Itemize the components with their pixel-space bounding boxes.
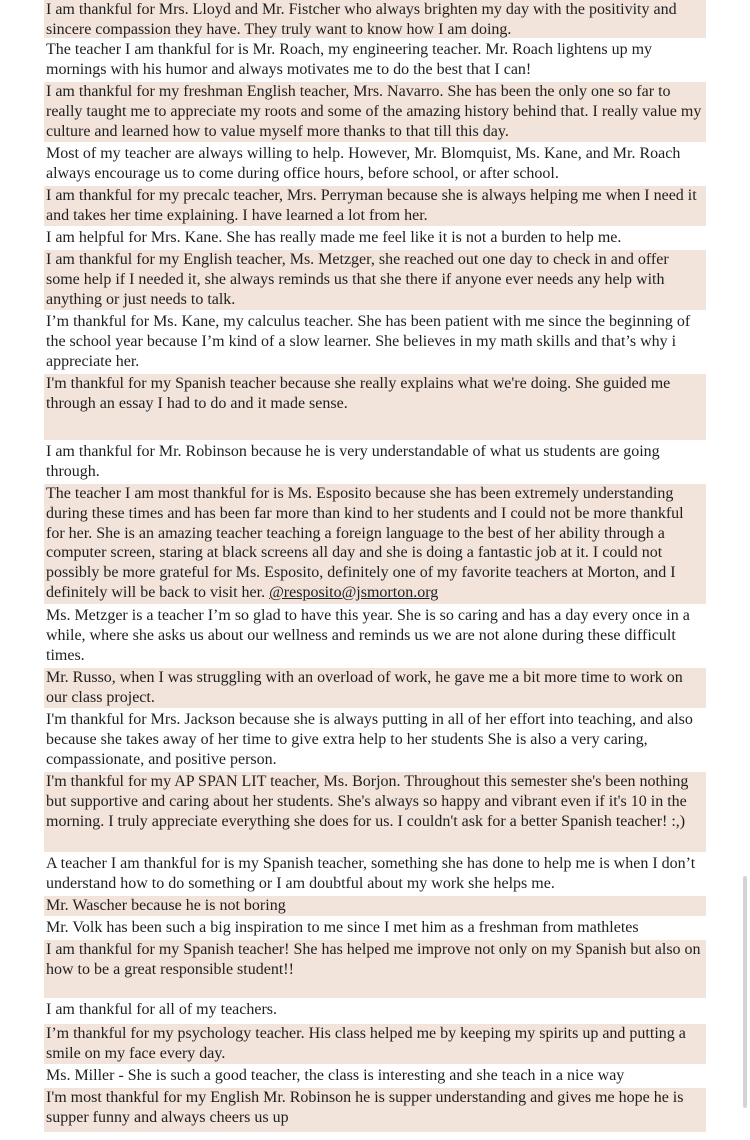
response-row [44, 668, 706, 710]
response-text: I'm most thankful for my English Mr. Robinson he is supper understanding and gives me hope he is supper funny and always cheers us up [46, 1089, 684, 1126]
response-text: I am thankful for my precalc teacher, Mrs. Perryman because she is always helping me when I need it and takes her time explaining. I have learned a lot from her. [46, 187, 697, 224]
response-text: The teacher I am thankful for is Mr. Roach, my engineering teacher. Mr. Roach lightens up my mornings with his humor and always motivates me to do the best that I can! [46, 41, 653, 78]
scrollbar-thumb[interactable] [743, 876, 747, 1108]
response-text: The teacher I am most thankful for is Ms. Esposito because she has been extremely understanding during these times and has been far more than kind to her students and I could not be more thankful for her. She is an amazing teacher teaching a foreign language to the best of her ability through a computer screen, staring at black screens all day and she is doing a fantastic job at it. I could not possibly be more grateful for Ms. Esposito, definitely one of my favorite teachers at Morton, and I definitely will be back to visit her. [46, 485, 684, 601]
response-text: Ms. Metzger is a teacher I’m so glad to have this year. She is so caring and has a day every once in a while, where she asks us about our wellness and reminds us we are not alone during these difficult times. [46, 607, 690, 664]
response-row [44, 442, 706, 484]
response-row [44, 1088, 706, 1134]
response-row [44, 186, 706, 228]
response-text: I am thankful for my English teacher, Ms. Metzger, she reached out one day to check in and offer some help if I needed it, she always reminds us that she there if anyone ever needs any help with anything or just needs to talk. [46, 251, 669, 308]
response-text: I am thankful for all of my teachers. [46, 1001, 278, 1018]
response-row [44, 710, 706, 772]
response-text: I am helpful for Mrs. Kane. She has really made me feel like it is not a burden to help me. [46, 229, 622, 246]
response-row [44, 1024, 706, 1066]
response-text: A teacher I am thankful for is my Spanish teacher, something she has done to help me is when I don’t understand how to do something or I am doubtful about my work she helps me. [46, 855, 696, 892]
response-row [44, 918, 706, 940]
response-row [44, 144, 706, 186]
response-row [44, 374, 706, 442]
response-text: I'm thankful for Mrs. Jackson because she is always putting in all of her effort into teaching, and also because she takes away of her time to give extra help to her students She is also a very caring, compassionate, and positive person. [46, 711, 693, 768]
response-row [44, 1000, 706, 1024]
email-link[interactable]: @resposito@jsmorton.org [269, 583, 439, 601]
response-text: Ms. Miller - She is such a good teacher, the class is interesting and she teach in a nice way [46, 1067, 625, 1084]
response-row [44, 772, 706, 854]
response-row [44, 312, 706, 374]
response-row [44, 1066, 706, 1088]
response-text: I’m thankful for Ms. Kane, my calculus teacher. She has been patient with me since the beginning of the school year because I’m kind of a slow learner. She believes in my math skills and that’s why i appreciate her. [46, 313, 691, 370]
response-row [44, 896, 706, 918]
response-row [44, 250, 706, 312]
response-text: I'm thankful for my AP SPAN LIT teacher, Ms. Borjon. Throughout this semester she's been nothing but supportive and caring about her students. She's always so happy and vibrant even if it's 10 in the morning. I truly appreciate everything she does for us. I couldn't ask for a better Spanish teacher! :,) [46, 773, 689, 830]
response-text: Most of my teacher are always willing to help. However, Mr. Blomquist, Ms. Kane, and Mr. Roach always encourage us to come during office hours, before school, or after school. [46, 145, 681, 182]
response-text: Mr. Wascher because he is not boring [46, 897, 286, 914]
responses-sheet [44, 0, 706, 1134]
response-text: I am thankful for my freshman English teacher, Mrs. Navarro. She has been the only one so far to really taught me to appreciate my roots and some of the amazing history behind that. I really value my culture and learned how to value myself more thanks to that till this day. [46, 83, 702, 140]
response-row [44, 82, 706, 144]
response-text: Mr. Volk has been such a big inspiration to me since I met him as a freshman from mathletes [46, 919, 639, 936]
response-text: I am thankful for Mrs. Lloyd and Mr. Fistcher who always brighten my day with the positivity and sincere compassion they have. They truly want to know how I am doing. [46, 1, 677, 38]
response-row [44, 606, 706, 668]
response-text: I’m thankful for my psychology teacher. His class helped me by keeping my spirits up and putting a smile on my face every day. [46, 1025, 686, 1062]
response-row [44, 484, 706, 606]
response-row [44, 854, 706, 896]
response-row [44, 40, 706, 82]
response-row [44, 0, 706, 40]
response-text: I am thankful for Mr. Robinson because he is very understandable of what us students are going through. [46, 443, 660, 480]
response-text: I'm thankful for my Spanish teacher because she really explains what we're doing. She guided me through an essay I had to do and it made sense. [46, 375, 671, 412]
response-text: I am thankful for my Spanish teacher! She has helped me improve not only on my Spanish but also on how to be a great responsible student!! [46, 941, 701, 978]
response-row [44, 940, 706, 1000]
response-text: Mr. Russo, when I was struggling with an overload of work, he gave me a bit more time to work on our class project. [46, 669, 683, 706]
response-row [44, 228, 706, 250]
